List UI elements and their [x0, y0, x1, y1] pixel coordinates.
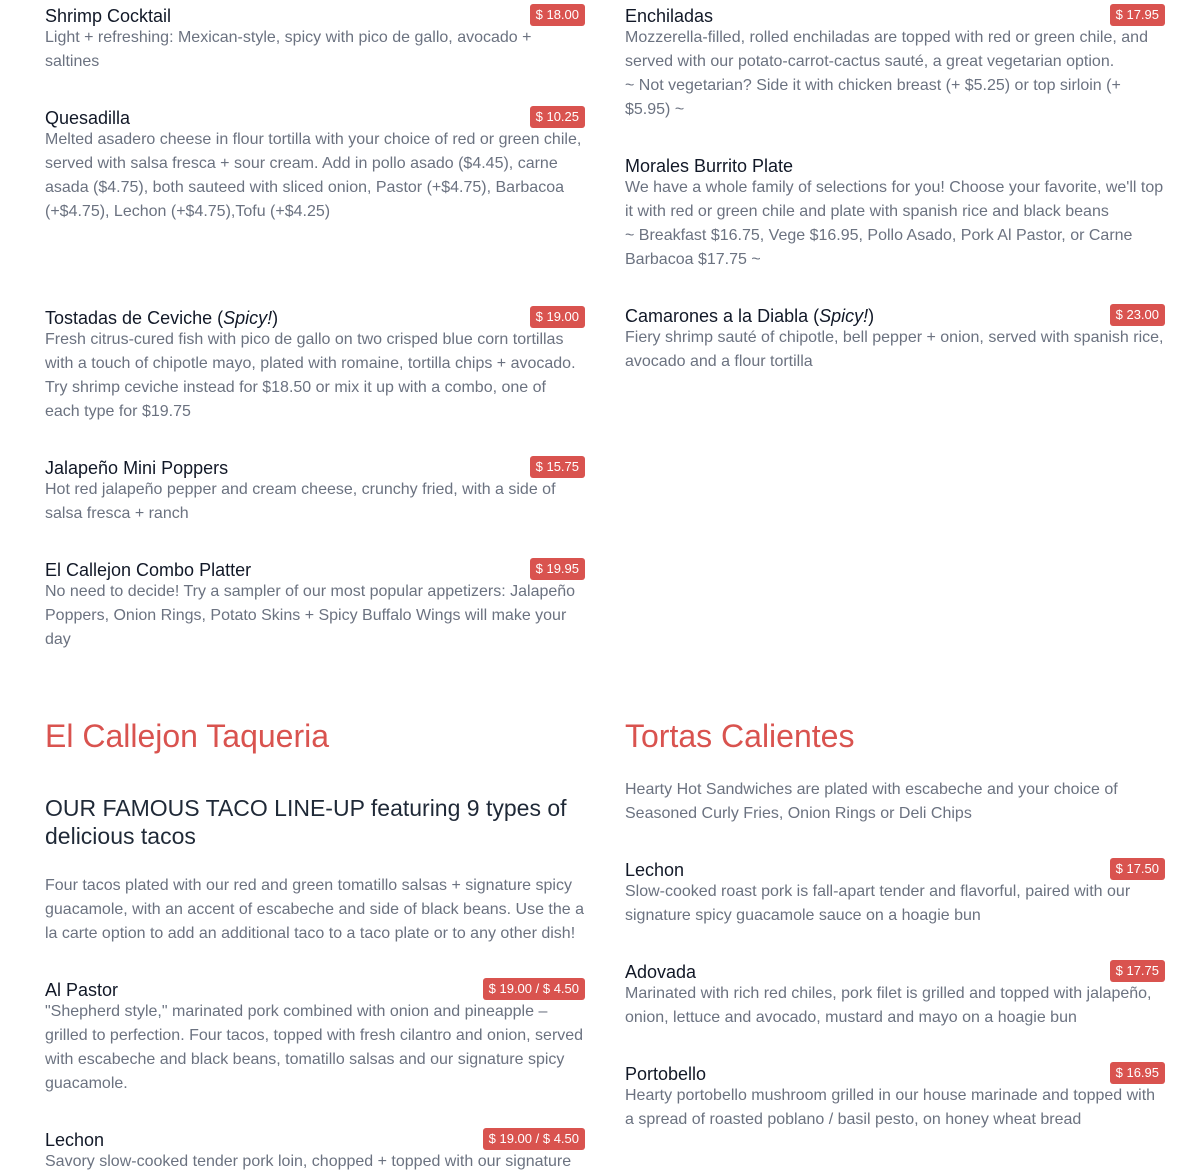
menu-item-description: We have a whole family of selections for you! Choose your favorite, we'll top it with red or green chile and plate with spanish rice and black beans [625, 179, 1164, 220]
price-badge: $ 19.00 / $ 4.50 [483, 978, 585, 1000]
section-title-tortas: Tortas Calientes [625, 718, 855, 754]
menu-column-left [45, 0, 585, 1170]
menu-item-shrimp-cocktail [45, 2, 585, 74]
menu-column-right [625, 0, 1165, 1163]
menu-item-camarones-a-la-diabla [625, 302, 1165, 374]
price-badge: $ 17.95 [1110, 4, 1165, 26]
menu-item-combo-platter [45, 556, 585, 652]
menu-item-note: ~ Breakfast $16.75, Vege $16.95, Pollo Asado, Pork Al Pastor, or Carne Barbacoa $17.75 ~ [625, 227, 1133, 268]
menu-item-tostadas-de-ceviche [45, 304, 585, 424]
menu-item-quesadilla [45, 104, 585, 224]
menu-item-name: Camarones a la Diabla (Spicy!) [625, 306, 875, 326]
menu-item-description: Savory slow-cooked tender pork loin, chopped + topped with our signature [45, 1153, 572, 1170]
menu-item-description: "Shepherd style," marinated pork combined with onion and pineapple – grilled to perfection. Four tacos, topped with fresh cilantro and onion, served with escabeche and black beans, tomatillo salsas and our signature spicy guacamole. [45, 1003, 584, 1092]
section-intro: Four tacos plated with our red and green tomatillo salsas + signature spicy guacamole, with an accent of escabeche and side of black beans. Use the a la carte option to add an additional taco to a taco plate or to any other dish! [45, 877, 585, 942]
price-badge: $ 19.00 / $ 4.50 [483, 1128, 585, 1150]
menu-item-description: Fiery shrimp sauté of chipotle, bell pepper + onion, served with spanish rice, avocado and a flour tortilla [625, 329, 1164, 370]
menu-item-jalapeno-mini-poppers [45, 454, 585, 526]
price-badge: $ 15.75 [530, 456, 585, 478]
menu-item-lechon-taco [45, 1126, 585, 1174]
feature-heading: OUR FAMOUS TACO LINE-UP featuring 9 types of delicious tacos [45, 795, 567, 849]
price-badge: $ 19.00 [530, 306, 585, 328]
menu-item-name: Tostadas de Ceviche (Spicy!) [45, 308, 279, 328]
menu-item-description: Hearty portobello mushroom grilled in our house marinade and topped with a spread of roasted poblano / basil pesto, on honey wheat bread [625, 1087, 1156, 1128]
menu-item-al-pastor [45, 976, 585, 1096]
menu-item-name: Lechon [45, 1130, 105, 1150]
menu-item-description: Light + refreshing: Mexican-style, spicy with pico de gallo, avocado + saltines [45, 29, 532, 70]
price-badge: $ 17.75 [1110, 960, 1165, 982]
menu-item-description: No need to decide! Try a sampler of our most popular appetizers: Jalapeño Poppers, Onion Rings, Potato Skins + Spicy Buffalo Wings will make your day [45, 583, 576, 648]
menu-item-description: Hot red jalapeño pepper and cream cheese, crunchy fried, with a side of salsa fresca + ranch [45, 481, 556, 522]
price-badge: $ 18.00 [530, 4, 585, 26]
menu-item-enchiladas [625, 2, 1165, 122]
menu-item-name: Adovada [625, 962, 697, 982]
section-intro: Hearty Hot Sandwiches are plated with escabeche and your choice of Seasoned Curly Fries, Onion Rings or Deli Chips [625, 781, 1118, 822]
price-badge: $ 17.50 [1110, 858, 1165, 880]
menu-item-description: Slow-cooked roast pork is fall-apart tender and flavorful, paired with our signature spicy guacamole sauce on a hoagie bun [625, 883, 1131, 924]
menu-item-name: Lechon [625, 860, 685, 880]
menu-item-name: Enchiladas [625, 6, 714, 26]
price-badge: $ 19.95 [530, 558, 585, 580]
price-badge: $ 10.25 [530, 106, 585, 128]
price-badge: $ 16.95 [1110, 1062, 1165, 1084]
menu-item-name: El Callejon Combo Platter [45, 560, 252, 580]
section-title-taqueria: El Callejon Taqueria [45, 718, 330, 754]
menu-item-name: Portobello [625, 1064, 707, 1084]
menu-item-adovada [625, 958, 1165, 1030]
menu-item-name: Morales Burrito Plate [625, 156, 794, 176]
menu-item-description: Mozzerella-filled, rolled enchiladas are topped with red or green chile, and served with our potato-carrot-cactus sauté, a great vegetarian option. [625, 29, 1148, 70]
menu-item-name: Al Pastor [45, 980, 119, 1000]
menu-item-description: Marinated with rich red chiles, pork filet is grilled and topped with jalapeño, onion, lettuce and avocado, mustard and mayo on a hoagie bun [625, 985, 1152, 1026]
menu-item-portobello [625, 1060, 1165, 1132]
menu-item-note: ~ Not vegetarian? Side it with chicken breast (+ $5.25) or top sirloin (+ $5.95) ~ [625, 77, 1121, 118]
menu-item-name: Shrimp Cocktail [45, 6, 172, 26]
spicy-label: Spicy! [223, 308, 273, 328]
menu-item-name: Quesadilla [45, 108, 131, 128]
menu-item-lechon-torta [625, 856, 1165, 928]
menu-item-description: Fresh citrus-cured fish with pico de gallo on two crisped blue corn tortillas with a touch of chipotle mayo, plated with romaine, tortilla chips + avocado. Try shrimp ceviche instead for $18.50 or mix it up with a combo, one of each type for $19.75 [45, 331, 576, 420]
menu-item-name: Jalapeño Mini Poppers [45, 458, 229, 478]
menu-item-morales-burrito-plate [625, 152, 1165, 272]
spicy-label: Spicy! [819, 306, 869, 326]
price-badge: $ 23.00 [1110, 304, 1165, 326]
menu-item-description: Melted asadero cheese in flour tortilla with your choice of red or green chile, served with salsa fresca + sour cream. Add in pollo asado ($4.45), carne asada ($4.75), both sauteed with sliced onion, Pastor (+$4.75), Barbacoa (+$4.75), Lechon (+$4.75),Tofu (+$4.25) [45, 131, 582, 220]
